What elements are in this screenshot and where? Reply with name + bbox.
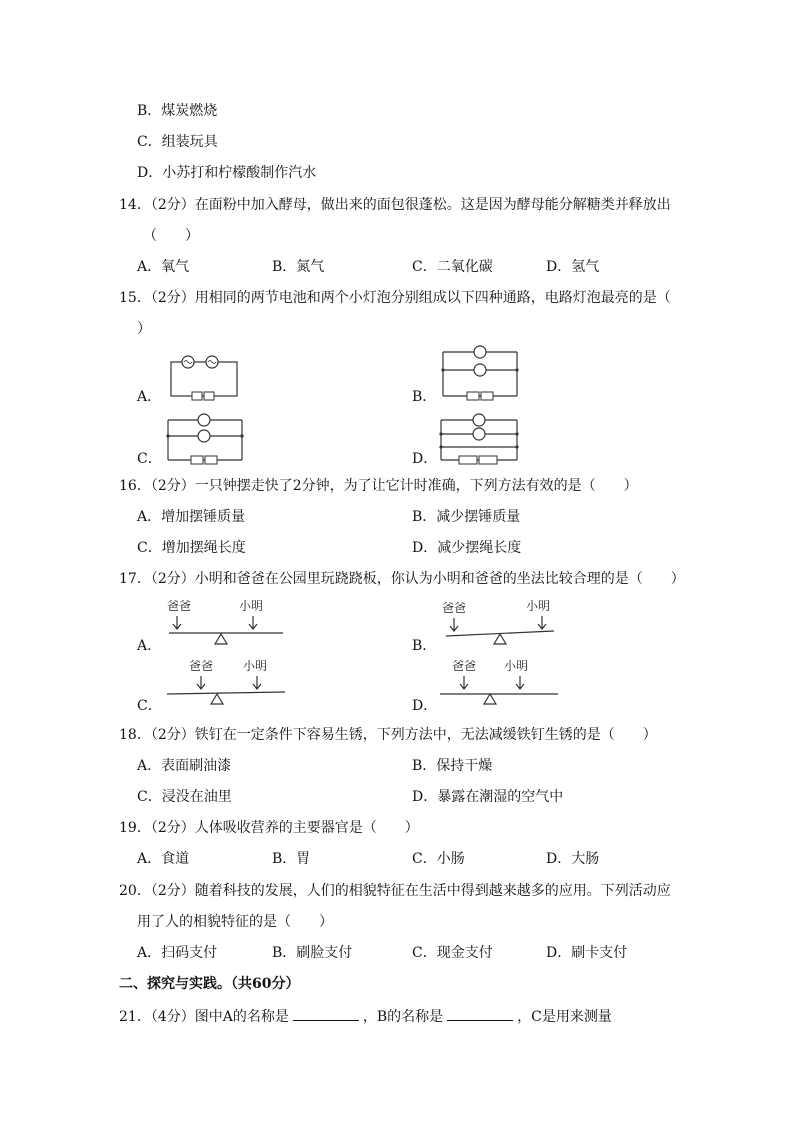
q19-option-a: A．食道 <box>137 851 190 867</box>
dad-label: 爸爸 <box>442 601 467 615</box>
q20-stem: 20．（2分）随着科技的发展，人们的相貌特征在生活中得到越来越多的应用。下列活动应 <box>119 883 671 899</box>
q20-stem-cont: 用了人的相貌特征的是（ ） <box>137 914 333 930</box>
bulb-icon <box>473 414 485 426</box>
q15-circuit-c <box>164 410 246 466</box>
q16-option-b: B．减少摆锤质量 <box>412 509 521 525</box>
q15-option-a: A． <box>137 389 162 405</box>
q17-seesaw-b <box>440 596 560 648</box>
q21-part-1: 21．（4分）图中A的名称是 <box>119 1009 289 1025</box>
ming-label: 小明 <box>526 599 551 613</box>
bulb-icon <box>198 430 210 442</box>
q17-option-c: C． <box>137 698 162 714</box>
q17-option-b: B． <box>412 638 437 654</box>
q14-option-a: A．氧气 <box>137 259 190 275</box>
q17-option-d: D． <box>412 698 438 714</box>
q15-option-b: B． <box>412 389 437 405</box>
ming-label: 小明 <box>504 659 529 673</box>
q20-option-b: B．刷脸支付 <box>272 945 353 961</box>
q17-seesaw-c <box>165 656 287 708</box>
q16-option-a: A．增加摆锤质量 <box>137 509 246 525</box>
q15-circuit-b <box>439 344 521 404</box>
q18-option-b: B．保持干燥 <box>412 758 493 774</box>
q18-option-c: C．浸没在油里 <box>137 789 232 805</box>
q19-option-b: B．胃 <box>272 851 311 867</box>
q15-circuit-d <box>437 410 521 466</box>
q20-option-a: A．扫码支付 <box>137 945 218 961</box>
q21-stem <box>119 1008 612 1026</box>
ming-label: 小明 <box>243 659 268 673</box>
answer-blank-a[interactable] <box>293 1008 359 1021</box>
bulb-icon <box>198 414 210 426</box>
q18-option-d: D．暴露在潮湿的空气中 <box>412 789 564 805</box>
q21-part-2: ，B的名称是 <box>362 1009 444 1025</box>
q20-option-c: C．现金支付 <box>412 945 493 961</box>
q17-option-a: A． <box>137 638 162 654</box>
q17-seesaw-d <box>438 656 560 708</box>
section-heading: 二、探究与实践。（共60分） <box>119 976 300 992</box>
q16-option-c: C．增加摆绳长度 <box>137 540 246 556</box>
bulb-icon <box>474 364 486 376</box>
q20-option-d: D．刷卡支付 <box>546 945 628 961</box>
q19-stem: 19．（2分）人体吸收营养的主要器官是（ ） <box>119 820 419 836</box>
bulb-icon <box>474 346 486 358</box>
q19-option-d: D．大肠 <box>546 851 600 867</box>
q15-option-d: D． <box>412 451 438 467</box>
dad-label: 爸爸 <box>167 599 192 613</box>
q18-option-a: A．表面刷油漆 <box>137 758 232 774</box>
q14-option-d: D．氢气 <box>546 259 600 275</box>
q15-option-c: C． <box>137 451 162 467</box>
q14-option-c: C．二氧化碳 <box>412 259 493 275</box>
q13-option-c: C．组装玩具 <box>137 134 218 150</box>
q14-stem: 14．（2分）在面粉中加入酵母，做出来的面包很蓬松。这是因为酵母能分解糖类并释放出 <box>119 197 671 213</box>
q16-option-d: D．减少摆绳长度 <box>412 540 522 556</box>
q14-stem-cont: （ ） <box>143 228 199 244</box>
q13-option-b: B．煤炭燃烧 <box>137 103 218 119</box>
q15-circuit-a <box>166 352 240 400</box>
q18-stem: 18．（2分）铁钉在一定条件下容易生锈，下列方法中，无法减缓铁钉生锈的是（ ） <box>119 727 657 743</box>
q13-option-d: D．小苏打和柠檬酸制作汽水 <box>137 165 317 181</box>
q17-stem: 17．（2分）小明和爸爸在公园里玩跷跷板，你认为小明和爸爸的坐法比较合理的是（ ） <box>119 571 685 587</box>
dad-label: 爸爸 <box>189 659 214 673</box>
q15-stem-cont: ） <box>137 321 151 337</box>
dad-label: 爸爸 <box>452 659 477 673</box>
q17-seesaw-a <box>165 596 285 648</box>
ming-label: 小明 <box>239 599 264 613</box>
q14-option-b: B．氮气 <box>272 259 325 275</box>
bulb-icon <box>473 428 485 440</box>
q16-stem: 16．（2分）一只钟摆走快了2分钟，为了让它计时准确，下列方法有效的是（ ） <box>119 478 638 494</box>
answer-blank-b[interactable] <box>447 1008 513 1021</box>
q19-option-c: C．小肠 <box>412 851 465 867</box>
q21-part-3: ，C是用来测量 <box>517 1009 612 1025</box>
q15-stem: 15．（2分）用相同的两节电池和两个小灯泡分别组成以下四种通路，电路灯泡最亮的是（ <box>119 290 671 306</box>
